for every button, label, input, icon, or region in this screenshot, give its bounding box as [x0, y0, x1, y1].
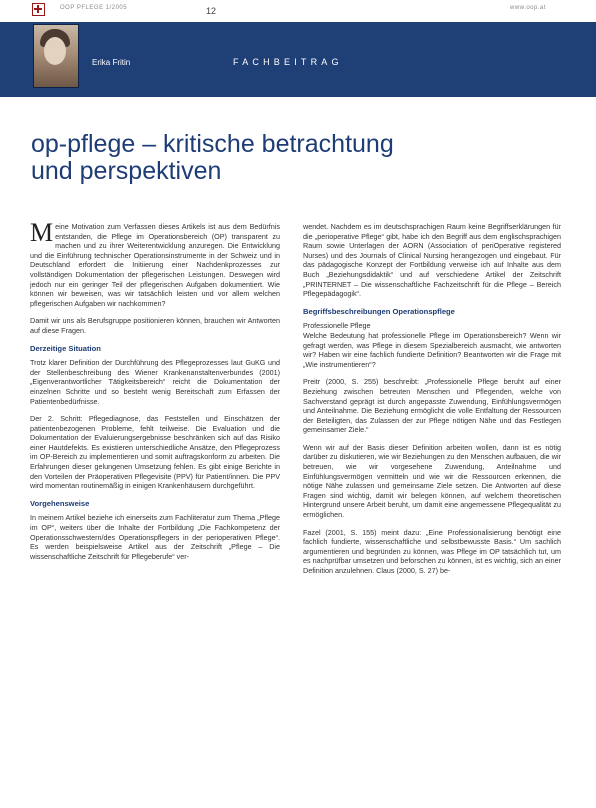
intro-paragraph-2: Damit wir uns als Berufsgruppe positionieren können, brauchen wir Antworten auf diese Fragen. [30, 316, 280, 335]
continued-paragraph: wendet. Nachdem es im deutschsprachigen Raum keine Begriffserklärungen für die „perioperative Pflege“ gibt, habe ich den Begriff aus dem englischsprachigen Raum sowie Unterlagen der AORN (Association of periOperative registered Nurses) und des Journals of Clinical Nursing herangezogen und eingebaut. Für das pädagogische Konzept der Fortbildung verweise ich auf Inhalte aus dem Buch „Beziehungsdidaktik“ und auf verschiedene Artikel der Zeitschrift „PRINTERNET – Die wissenschaftliche Fachzeitschrift für die Pflege – Bereich Pflegepädagogik“. [303, 222, 561, 299]
right-column [303, 222, 561, 584]
intro-text: eine Motivation zum Verfassen dieses Artikels ist aus dem Bedürfnis entstanden, die Pflege im Operationsbereich (OP) transparent zu machen und zu ihrer Weiterentwicklung anzuregen. Die Entwicklung und die Einführung technischer Operationsinstrumente in der Schweiz und in Deutschland erfordert die Initiierung einer Nachdenkprozesses zur vollständigen Dokumentation der pflegerischen Leistungen. Deswegen wird jedoch nur ein geringer Teil der pflegerischen Aufgaben dokumentiert. Wie können wir beweisen, was wir tatsächlich leisten und vor allem welchen pflegerischen Aufgaben wir nachkommen? [30, 222, 280, 308]
title-line-1: op-pflege – kritische betrachtung [31, 130, 394, 158]
heading-begriff: Begriffsbeschreibungen Operationspflege [303, 306, 455, 316]
prof-paragraph: Welche Bedeutung hat professionelle Pflege im Operationsbereich? Wenn wir gefragt werden, was Pflege in diesem Spezialbereich ausmacht, wie antworten wir? Haben wir eine fachlich fundierte Definition? Beantworten wir die Frage mit „Wie instrumentieren“? [303, 330, 561, 369]
title-line-2: und perspektiven [31, 157, 222, 185]
left-column [30, 218, 280, 569]
heading-vorgehen: Vorgehensweise [30, 498, 90, 508]
journal-website: www.oop.at [510, 5, 547, 11]
author-name: Erika Fritin [92, 58, 131, 67]
top-bar [0, 0, 596, 23]
fazel-paragraph: Fazel (2001, S. 155) meint dazu: „Eine Professionalisierung benötigt eine fachlich fundierte, wissenschaftliche und selbstbewusste Basis.“ Um sachlich argumentieren und begründen zu können, was Pflege im OP tatsächlich tut, um es nachprüfbar umsetzen und beforschen zu können, ist es wichtig, sich an einer Definition anzulehnen. Claus (2000, S. 27) be- [303, 527, 561, 575]
author-face [44, 37, 66, 65]
vorgehen-paragraph: In meinem Artikel beziehe ich einerseits zum Fachliteratur zum Thema „Pflege im OP“, weiters über die Inhalte der Fortbildung „Die Fachkompetenz der Operationsschwestern/des Operationspflegers in der perioperativen Pflege“. Es werden beispielsweise Artikel aus der Zeitschrift „Pflege – Die wissenschaftliche Zeitschrift für Pflegeberufe“ ver- [30, 513, 280, 561]
page-number: 12 [206, 6, 217, 16]
author-photo [33, 24, 79, 88]
heading-situation: Derzeitige Situation [30, 343, 101, 353]
situation-paragraph-1: Trotz klarer Definition der Durchführung des Pflegeprozesses laut GuKG und der Stellenbeschreibung des Wiener Krankenanstaltenverbundes (2001) „Eigenverantwortlicher Tätigkeitsbereich“ reicht die Dokumentation der einzelnen Schritte und so besteht wenig Bereitschaft zum Erfassen der Patientenbedürfnisse. [30, 358, 280, 406]
intro-paragraph [30, 218, 280, 308]
cross-logo-icon [32, 3, 45, 16]
preitr-paragraph: Preitr (2000, S. 255) beschreibt: „Professionelle Pflege beruht auf einer Beziehung zwischen betreuten Menschen und Pflegenden, welche von Sachverstand geprägt ist durch angepasste Zuwendung, Einfühlungsvermögen und Anteilnahme. Die Beziehung ermöglicht die volle Entfaltung der Ressourcen der Beteiligten, das Zulassen der zur Pflege nötigen Nähe und das Festlegen gemeinsamer Ziele.“ [303, 377, 561, 435]
situation-paragraph-2: Der 2. Schritt: Pflegediagnose, das Feststellen und Einschätzen der patientenbezogenen Probleme, fehlt teilweise. Die Evaluation und die Dokumentation der Evaluierungsergebnisse beschränken sich auf das Risiko einer Hautdefekts. Es existieren unterschiedliche Ansätze, den Pflegeprozess im OP-Bereich zu implementieren und somit auftragskonform zu arbeiten. Die Erfahrungen dieser gelungenen Umsetzung fehlen. Es gibt einige Berichte in den Vorteilen der Präoperativen Pflegevisite (PPV) für Patient/innen. Die PPV wird momentan routinemäßig in einigen Krankenhäusern durchgeführt. [30, 414, 280, 491]
journal-label: OOP PFLEGE 1/2005 [60, 5, 128, 11]
prof-title: Professionelle Pflege [303, 321, 371, 331]
wenn-paragraph: Wenn wir auf der Basis dieser Definition arbeiten wollen, dann ist es nötig darüber zu diskutieren, wie wir Beziehungen zu den Menschen aufbauen, die wir betreuen, wie wir vorgesehene Zuwendung, Anteilnahme und Einfühlungsvermögen vermitteln und wie wir die Ressourcen erkennen, die nötige Nähe zulassen und gemeinsame Ziele setzen. Die Antworten auf diese Fragen sind wichtig, damit wir belegen können, auf welchem theoretischen Hintergrund unsere Arbeit beruht, um damit eine angemessene Pflegequalität zu ermöglichen. [303, 442, 561, 520]
drop-cap: M [30, 218, 54, 247]
article-title [31, 131, 551, 185]
section-label: FACHBEITRAG [233, 57, 343, 67]
